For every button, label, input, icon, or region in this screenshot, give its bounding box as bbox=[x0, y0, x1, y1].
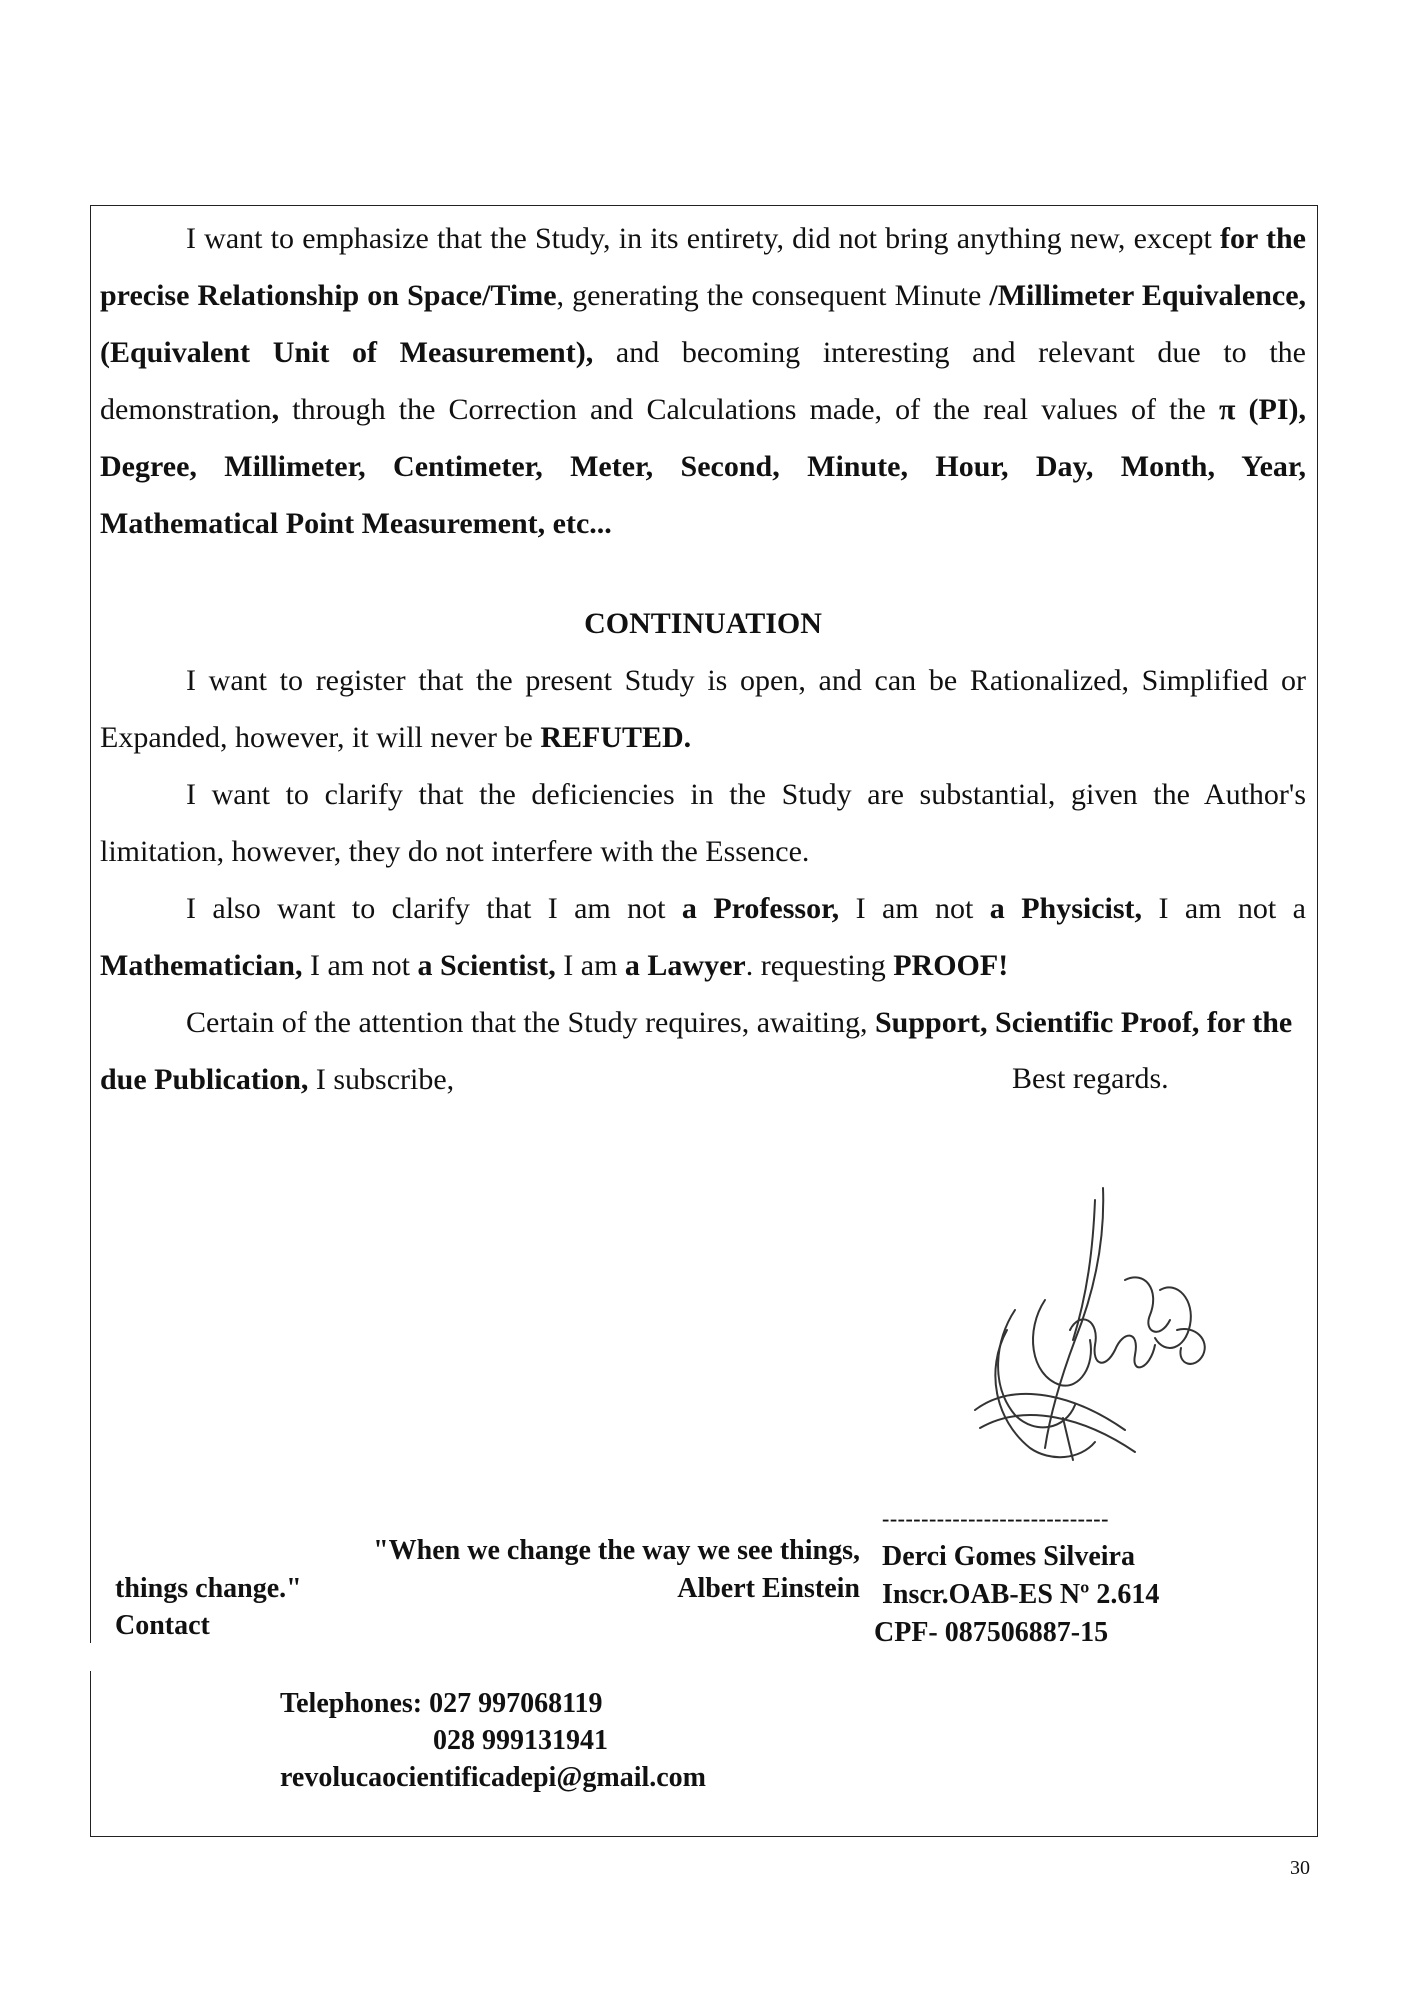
closing-text: Best regards. bbox=[1012, 1062, 1169, 1095]
bold-run: Mathematician, bbox=[100, 949, 303, 982]
bold-run: PROOF! bbox=[893, 949, 1009, 982]
text-run: I subscribe, bbox=[308, 1063, 455, 1096]
text-run: , generating the consequent Minute bbox=[556, 279, 990, 312]
page-number: 30 bbox=[1290, 1857, 1310, 1879]
bold-run: Support, Scientific Proof, for the due Publication, bbox=[100, 1006, 1293, 1096]
quote-line-2-text: things change." bbox=[115, 1573, 302, 1604]
signature-block bbox=[874, 1500, 1160, 1652]
bold-run: REFUTED. bbox=[540, 721, 692, 754]
main-text bbox=[100, 210, 1306, 1108]
text-run: . requesting bbox=[745, 949, 894, 982]
text-run: I am not a bbox=[1142, 892, 1306, 925]
text-run: I am bbox=[555, 949, 625, 982]
text-run: and becoming interesting and relevant due to the demonstration bbox=[100, 336, 1306, 426]
paragraph-profession bbox=[100, 880, 1306, 994]
signature-line: ----------------------------- bbox=[882, 1506, 1109, 1531]
quote-author: Albert Einstein bbox=[677, 1573, 860, 1604]
signer-cpf: CPF- 087506887-15 bbox=[874, 1617, 1109, 1648]
bold-run: a Lawyer bbox=[624, 949, 746, 982]
einstein-quote bbox=[115, 1532, 860, 1608]
bold-run: for the precise Relationship on Space/Time bbox=[100, 222, 1306, 312]
contact-label: Contact bbox=[115, 1610, 210, 1641]
telephone-1: Telephones: 027 997068119 bbox=[280, 1688, 603, 1719]
quote-line-2 bbox=[115, 1570, 860, 1608]
bold-run: a Professor, bbox=[681, 892, 840, 925]
contact-details bbox=[280, 1685, 706, 1796]
quote-line-1: "When we change the way we see things, bbox=[373, 1535, 860, 1566]
paragraph-emphasis bbox=[100, 210, 1306, 552]
text-run: I am not bbox=[302, 949, 418, 982]
bold-run: /Millimeter Equivalence, (Equivalent Unit of Measurement), bbox=[100, 279, 1307, 369]
bold-run: π (PI), Degree, Millimeter, Centimeter, Meter, Second, Minute, Hour, Day, Month, Year, Mathematical Point Measurement, etc... bbox=[100, 393, 1306, 540]
border-gap bbox=[86, 1643, 94, 1671]
telephone-2: 028 999131941 bbox=[433, 1725, 608, 1756]
signer-registration: Inscr.OAB-ES Nº 2.614 bbox=[882, 1579, 1160, 1610]
paragraph-register bbox=[100, 652, 1306, 766]
text-run: I want to emphasize that the Study, in its entirety, did not bring anything new, except bbox=[186, 222, 1221, 255]
text-run: I also want to clarify that I am not bbox=[186, 892, 682, 925]
text-run: Certain of the attention that the Study requires, awaiting, bbox=[186, 1006, 875, 1039]
signer-name: Derci Gomes Silveira bbox=[882, 1541, 1135, 1572]
bold-run: a Physicist, bbox=[989, 892, 1143, 925]
bold-run: a Scientist, bbox=[417, 949, 556, 982]
email-address[interactable]: revolucaocientificadepi@gmail.com bbox=[280, 1762, 707, 1793]
handwritten-signature bbox=[955, 1180, 1217, 1470]
section-heading: CONTINUATION bbox=[584, 607, 822, 640]
text-run: I am not bbox=[839, 892, 990, 925]
text-run: through the Correction and Calculations made, of the real values of the bbox=[279, 393, 1219, 426]
bold-run: , bbox=[271, 393, 280, 426]
text-run: I want to register that the present Study is open, and can be Rationalized, Simplified or Expanded, however, it will never be bbox=[100, 664, 1306, 754]
paragraph-clarify: I want to clarify that the deficiencies in the Study are substantial, given the Author's limitation, however, they do not interfere with the Essence. bbox=[100, 778, 1306, 868]
